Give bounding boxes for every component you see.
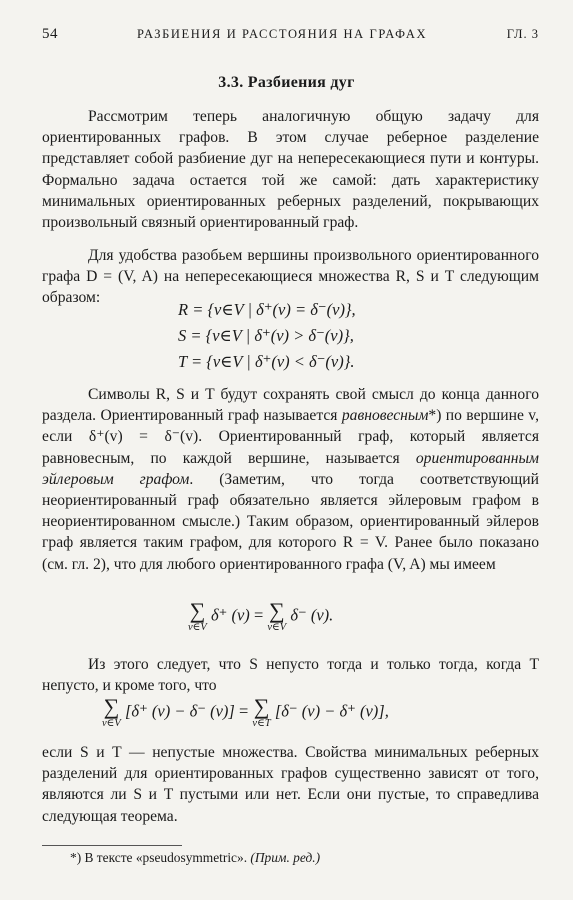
equation-1-left-term: δ⁺ (v) (210, 605, 250, 625)
equation-2 (102, 696, 389, 730)
footnote (70, 850, 320, 866)
equation-2-right-term: [δ⁻ (v) − δ⁺ (v)], (274, 701, 389, 721)
footnote-editor-note: (Прим. ред.) (250, 850, 321, 865)
paragraph-3-text-a: Символы R, S и T будут сохранять свой смысл до конца данного раздела. Ориентированный граф называется (42, 386, 539, 425)
paragraph-1: Рассмотрим теперь аналогичную общую задачу для ориентированных графов. В этом случае реберное разделение представляет собой разбиение дуг на непересекающиеся пути и контуры. Формально задача остается той же самой: дать характеристику минимальных ориентированных реберных разделений, покрывающих произвольный связный ориентированный граф. (42, 108, 539, 232)
sum-operator-left: ∑ v∈V (102, 694, 121, 729)
paragraph-5: если S и T — непустые множества. Свойства минимальных реберных разделений для ориентированных графов существенно зависят от того, являются ли S и T пустыми или нет. Если они пустые, то справедлива следующая теорема. (42, 744, 539, 825)
term-balanced: равновесным (341, 407, 429, 425)
footnote-divider (42, 845, 182, 846)
set-definition-t: T = {v∈V | δ⁺(v) < δ⁻(v)}. (178, 352, 355, 371)
sum-operator-right: ∑ v∈V (267, 598, 287, 633)
paragraph-2: Для удобства разобьем вершины произвольного ориентированного графа D = (V, A) на непересекающиеся множества R, S и T следующим образом: (42, 247, 539, 307)
paragraph-4: Из этого следует, что S непусто тогда и только тогда, когда T непусто, и кроме того, что (42, 656, 539, 695)
running-head-title: РАЗБИЕНИЯ И РАССТОЯНИЯ НА ГРАФАХ (137, 27, 428, 41)
term-euler: ориентированным эйлеровым графом (42, 449, 539, 488)
set-definition-r: R = {v∈V | δ⁺(v) = δ⁻(v)}, (178, 300, 356, 319)
sum-subscript-left: v∈V (188, 622, 207, 633)
equation-1-relation: = (253, 605, 264, 625)
equation-2-relation: = (238, 701, 249, 721)
running-head-chapter: ГЛ. 3 (506, 27, 539, 41)
sum-subscript-right: v∈V (267, 622, 287, 633)
page-number: 54 (42, 26, 58, 42)
paragraph-3-text-b: *) по вершине v, если δ⁺(v) = δ⁻(v). Ориентированный граф, который является равновесным, по каждой вершине, называется (42, 407, 539, 467)
paragraph-3-text-c: . (Заметим, что тогда соответствующий неориентированный граф обязательно является эйлеровым графом в неориентированном смысле.) Таким образом, ориентированный эйлеров граф является таким графом, для которого R = V. Ранее было показано (см. гл. 2), что для любого ориентированного графа (V, A) мы имеем (42, 470, 539, 573)
sum-operator-left: ∑ v∈V (188, 598, 207, 633)
equation-1 (188, 600, 333, 634)
sum-subscript-left: v∈V (102, 718, 121, 729)
section-title: 3.3. Разбиения дуг (218, 74, 355, 91)
sum-subscript-right: v∈T (252, 718, 271, 729)
running-head (42, 24, 539, 46)
equation-1-right-term: δ⁻ (v). (290, 605, 334, 625)
equation-2-left-term: [δ⁺ (v) − δ⁻ (v)] (124, 701, 235, 721)
sum-operator-right: ∑ v∈T (252, 694, 271, 729)
footnote-marker: *) (70, 850, 82, 865)
paragraph-3 (42, 384, 539, 575)
set-definition-s: S = {v∈V | δ⁺(v) > δ⁻(v)}, (178, 326, 354, 345)
footnote-text: В тексте «pseudosymmetric». (84, 850, 248, 865)
